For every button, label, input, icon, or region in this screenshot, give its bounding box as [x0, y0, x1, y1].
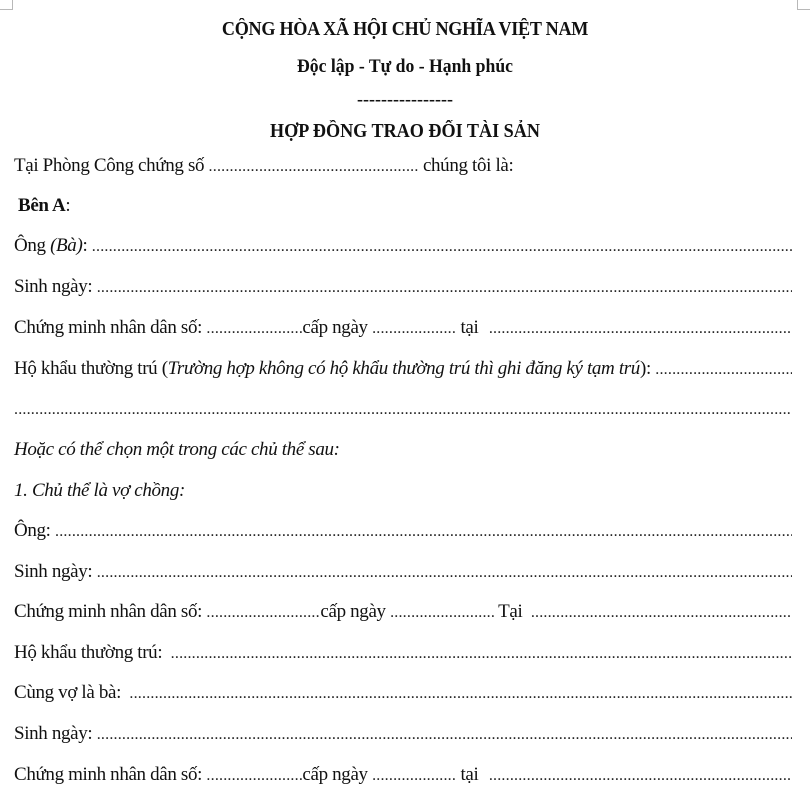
party-a-name-field[interactable]: [92, 234, 792, 260]
husband-dob-field[interactable]: [97, 560, 792, 586]
party-a-residence-continuation-field[interactable]: [14, 397, 792, 423]
husband-id-line: [14, 599, 792, 625]
party-a-name-line: [14, 233, 792, 259]
husband-dob-line: [14, 559, 792, 585]
wife-name-label: Cùng vợ là bà:: [14, 682, 126, 703]
wife-id-label: Chứng minh nhân dân số:: [14, 764, 207, 785]
husband-id-issued-date-field[interactable]: [390, 600, 494, 626]
husband-dob-label: Sinh ngày:: [14, 561, 97, 582]
party-a-residence-field[interactable]: [655, 357, 792, 383]
party-a-dob-label: Sinh ngày:: [14, 276, 97, 297]
husband-id-issued-label: cấp ngày: [320, 601, 391, 622]
party-a-residence-continuation-line: [14, 397, 792, 423]
wife-id-line: [14, 762, 792, 788]
intro-suffix: chúng tôi là:: [418, 155, 514, 176]
party-a-id-label: Chứng minh nhân dân số:: [14, 317, 207, 338]
husband-residence-label: Hộ khẩu thường trú:: [14, 642, 167, 663]
wife-dob-label: Sinh ngày:: [14, 723, 97, 744]
crop-mark-top-right: [797, 0, 810, 10]
wife-id-place-field[interactable]: [489, 763, 792, 789]
intro-prefix: Tại Phòng Công chứng số: [14, 155, 209, 176]
party-a-residence-close: ):: [639, 358, 656, 379]
husband-name-label: Ông:: [14, 520, 56, 541]
wife-id-issued-date-field[interactable]: [372, 763, 456, 789]
husband-name-field[interactable]: [55, 519, 792, 545]
option-1-title-line: [14, 478, 792, 504]
husband-id-place-field[interactable]: [531, 600, 792, 626]
husband-id-place-label: Tại: [494, 601, 527, 622]
party-a-id-line: [14, 315, 792, 341]
husband-id-number-field[interactable]: [206, 600, 320, 626]
husband-name-line: [14, 518, 792, 544]
party-a-residence-label: Hộ khẩu thường trú (: [14, 358, 168, 379]
intro-line: [14, 153, 792, 179]
wife-dob-field[interactable]: [97, 722, 792, 748]
party-a-name-label: Ông: [14, 235, 51, 256]
national-title: CỘNG HÒA XÃ HỘI CHỦ NGHĨA VIỆT NAM: [221, 19, 589, 40]
party-a-heading-colon: :: [65, 195, 71, 216]
wife-id-number-field[interactable]: [206, 763, 302, 789]
party-a-name-label-italic: (Bà): [50, 235, 83, 256]
wife-name-field[interactable]: [129, 681, 792, 707]
wife-dob-line: [14, 721, 792, 747]
separator: ----------------: [357, 89, 453, 109]
motto: Độc lập - Tự do - Hạnh phúc: [297, 56, 513, 77]
party-a-name-label-colon: :: [82, 235, 92, 256]
wife-id-issued-label: cấp ngày: [302, 764, 373, 785]
party-a-id-place-field[interactable]: [489, 316, 792, 342]
party-a-heading-line: [18, 193, 796, 219]
options-intro-line: [14, 437, 792, 463]
party-a-residence-line: [14, 356, 792, 382]
party-a-heading: Bên A: [18, 195, 66, 216]
husband-residence-field[interactable]: [171, 641, 792, 667]
husband-id-label: Chứng minh nhân dân số:: [14, 601, 207, 622]
notary-office-number-field[interactable]: [209, 154, 419, 180]
party-a-id-number-field[interactable]: [206, 316, 302, 342]
husband-residence-line: [14, 640, 792, 666]
party-a-dob-field[interactable]: [97, 275, 792, 301]
wife-id-place-label: tại: [456, 764, 483, 785]
wife-name-line: [14, 680, 792, 706]
party-a-residence-note: Trường hợp không có hộ khẩu thường trú thì ghi đăng ký tạm trú: [167, 358, 640, 379]
party-a-id-issued-label: cấp ngày: [302, 317, 373, 338]
party-a-id-place-label: tại: [456, 317, 483, 338]
party-a-id-issued-date-field[interactable]: [372, 316, 456, 342]
option-1-title: 1. Chủ thể là vợ chồng:: [14, 480, 185, 501]
crop-mark-top-left: [0, 0, 13, 10]
options-intro: Hoặc có thể chọn một trong các chủ thể sau:: [14, 439, 340, 460]
contract-title: HỢP ĐỒNG TRAO ĐỔI TÀI SẢN: [270, 121, 540, 142]
party-a-dob-line: [14, 274, 792, 300]
